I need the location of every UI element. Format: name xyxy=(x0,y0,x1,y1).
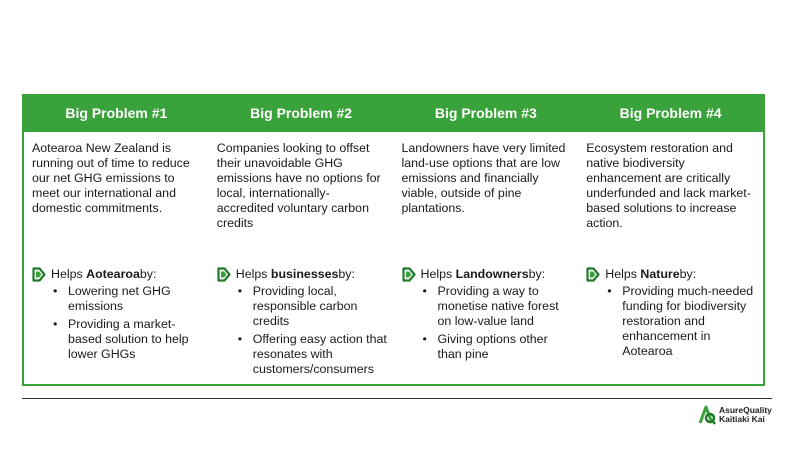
problem-title-2: Big Problem #2 xyxy=(250,105,353,121)
helps-section xyxy=(402,267,573,365)
problem-description: Companies looking to offset their unavoidable GHG emissions have no options for local, internationally-accredited voluntary carbon credits xyxy=(216,141,381,230)
helps-heading xyxy=(402,267,573,282)
problem-description: Ecosystem restoration and native biodiversity enhancement are critically underfunded and lack market-based solutions to increase action. xyxy=(586,141,751,230)
helps-bullets xyxy=(610,284,757,359)
problems-header xyxy=(24,94,763,132)
logo-line-2: Kaitiaki Kai xyxy=(719,414,765,424)
helps-section xyxy=(217,267,388,380)
footer-divider xyxy=(22,398,772,399)
problem-column-2 xyxy=(209,132,394,384)
problem-title-1: Big Problem #1 xyxy=(65,105,168,121)
problem-column-3 xyxy=(394,132,579,384)
list-item: • Providing much-needed funding for biodiversity restoration and enhancement in Aotearoa xyxy=(610,284,757,359)
helps-target: Nature xyxy=(640,267,680,281)
problem-title-3: Big Problem #3 xyxy=(434,105,537,121)
helps-suffix: by: xyxy=(528,267,546,281)
helps-heading xyxy=(217,267,388,282)
problem-column-4 xyxy=(578,132,763,384)
helps-prefix: Helps xyxy=(51,267,83,281)
helps-heading xyxy=(32,267,203,282)
logo-text xyxy=(719,406,772,424)
list-item: • Providing a way to monetise native forest on low-value land xyxy=(426,284,573,329)
helps-heading xyxy=(586,267,757,282)
helps-suffix: by: xyxy=(338,267,355,281)
problems-panel xyxy=(22,94,765,386)
helps-target: Landowners xyxy=(455,267,529,281)
problem-title-4: Big Problem #4 xyxy=(619,105,722,121)
green-arrow-icon xyxy=(402,267,416,282)
helps-prefix: Helps xyxy=(420,267,453,281)
problem-columns xyxy=(24,132,763,384)
helps-prefix: Helps xyxy=(605,267,637,281)
helps-target: Aotearoa xyxy=(86,267,140,281)
green-arrow-icon xyxy=(217,267,231,282)
aq-logo-icon xyxy=(698,405,716,425)
logo-line-1: AsureQuality xyxy=(719,405,772,415)
list-item: • Offering easy action that resonates with customers/consumers xyxy=(241,332,388,377)
list-item: • Giving options other than pine xyxy=(426,332,573,362)
list-item: • Lowering net GHG emissions xyxy=(56,284,203,314)
green-arrow-icon xyxy=(32,267,46,282)
helps-prefix: Helps xyxy=(235,267,268,281)
helps-section xyxy=(586,267,757,362)
problem-description: Aotearoa New Zealand is running out of time to reduce our net GHG emissions to meet our international and domestic commitments. xyxy=(32,141,190,215)
helps-suffix: by: xyxy=(139,267,157,281)
helps-bullets xyxy=(241,284,388,377)
helps-target: businesses xyxy=(270,267,339,281)
problem-column-1 xyxy=(24,132,209,384)
problem-description: Landowners have very limited land-use options that are low emissions and financially viable, outside of pine plantations. xyxy=(401,141,566,215)
helps-bullets xyxy=(56,284,203,362)
helps-suffix: by: xyxy=(679,267,697,281)
helps-section xyxy=(32,267,203,365)
list-item: • Providing a market-based solution to help lower GHGs xyxy=(56,317,203,362)
helps-bullets xyxy=(426,284,573,362)
asurequality-logo xyxy=(698,405,772,425)
list-item: • Providing local, responsible carbon credits xyxy=(241,284,388,329)
green-arrow-icon xyxy=(586,267,600,282)
